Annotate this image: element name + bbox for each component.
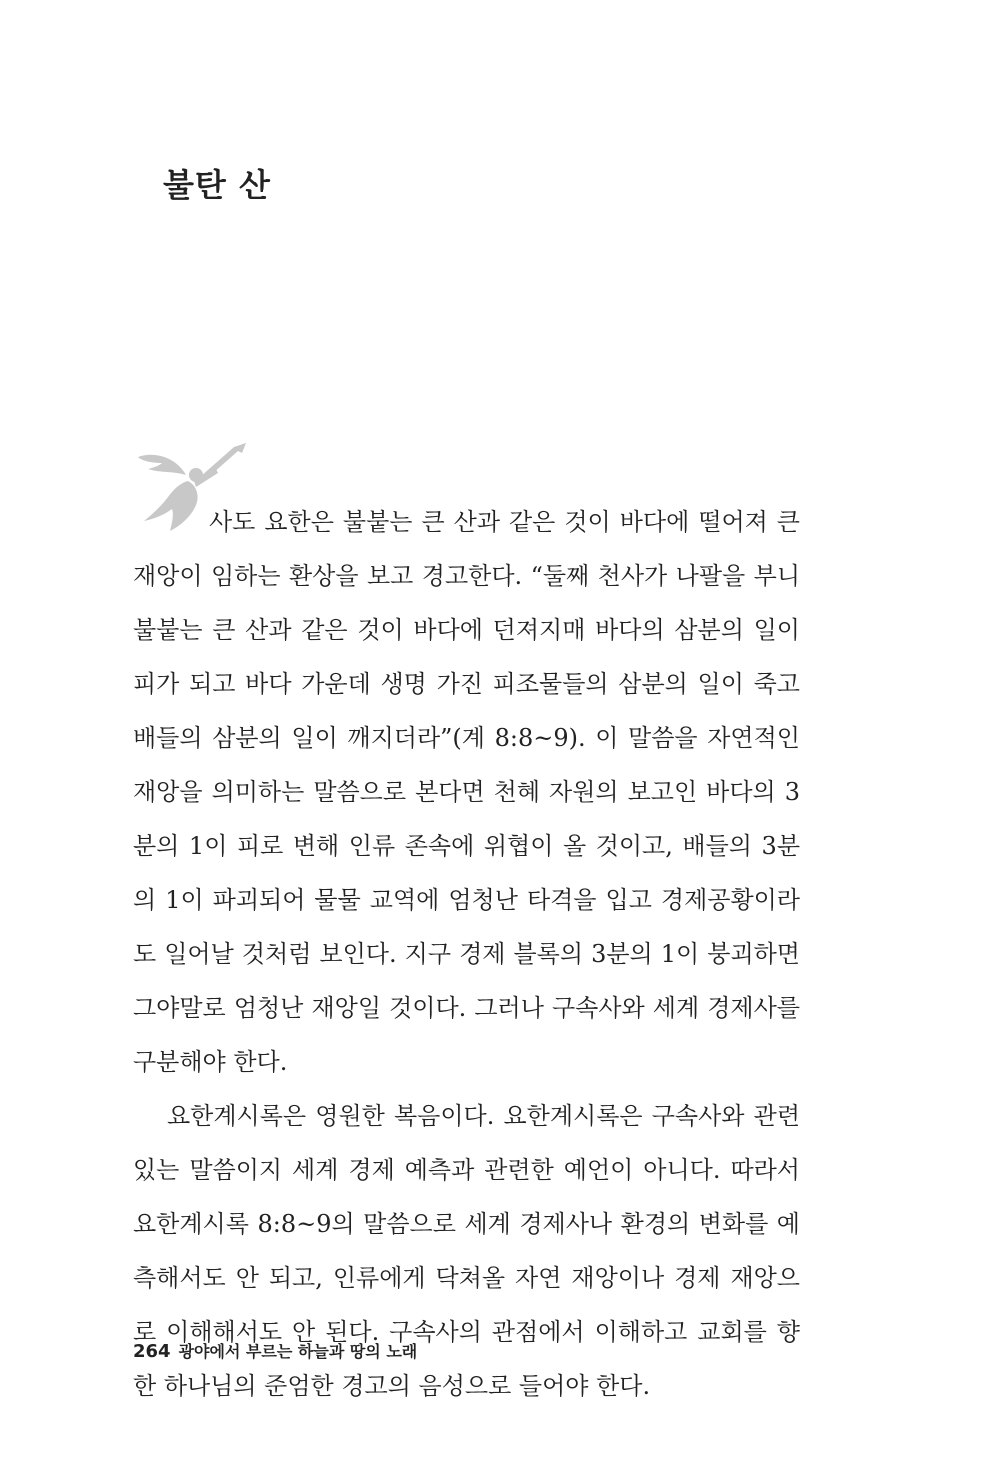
running-book-title: 광야에서 부르는 하늘과 땅의 노래	[178, 1342, 418, 1361]
body-text	[133, 495, 800, 1413]
page-number: 264	[133, 1341, 171, 1362]
page-footer	[133, 1339, 417, 1362]
body-paragraph-2: 요한계시록은 영원한 복음이다. 요한계시록은 구속사와 관련 있는 말씀이지 세계 경제 예측과 관련한 예언이 아니다. 따라서 요한계시록 8:8~9의 말씀으로 세계 경제사나 환경의 변화를 예측해서도 안 되고, 인류에게 닥쳐올 자연 재앙이나 경제 재앙으로 이해해서도 안 된다. 구속사의 관점에서 이해하고 교회를 향한 하나님의 준엄한 경고의 음성으로 들어야 한다.	[133, 1102, 800, 1400]
body-paragraph-1: 사도 요한은 불붙는 큰 산과 같은 것이 바다에 떨어져 큰 재앙이 임하는 환상을 보고 경고한다. “둘째 천사가 나팔을 부니 불붙는 큰 산과 같은 것이 바다에 던져지매 바다의 삼분의 일이 피가 되고 바다 가운데 생명 가진 피조물들의 삼분의 일이 죽고 배들의 삼분의 일이 깨지더라”(계 8:8~9). 이 말씀을 자연적인 재앙을 의미하는 말씀으로 본다면 천혜 자원의 보고인 바다의 3분의 1이 피로 변해 인류 존속에 위협이 올 것이고, 배들의 3분의 1이 파괴되어 물물 교역에 엄청난 타격을 입고 경제공황이라도 일어날 것처럼 보인다. 지구 경제 블록의 3분의 1이 붕괴하면 그야말로 엄청난 재앙일 것이다. 그러나 구속사와 세계 경제사를 구분해야 한다.	[133, 508, 800, 1076]
chapter-title: 불탄 산	[163, 166, 271, 204]
